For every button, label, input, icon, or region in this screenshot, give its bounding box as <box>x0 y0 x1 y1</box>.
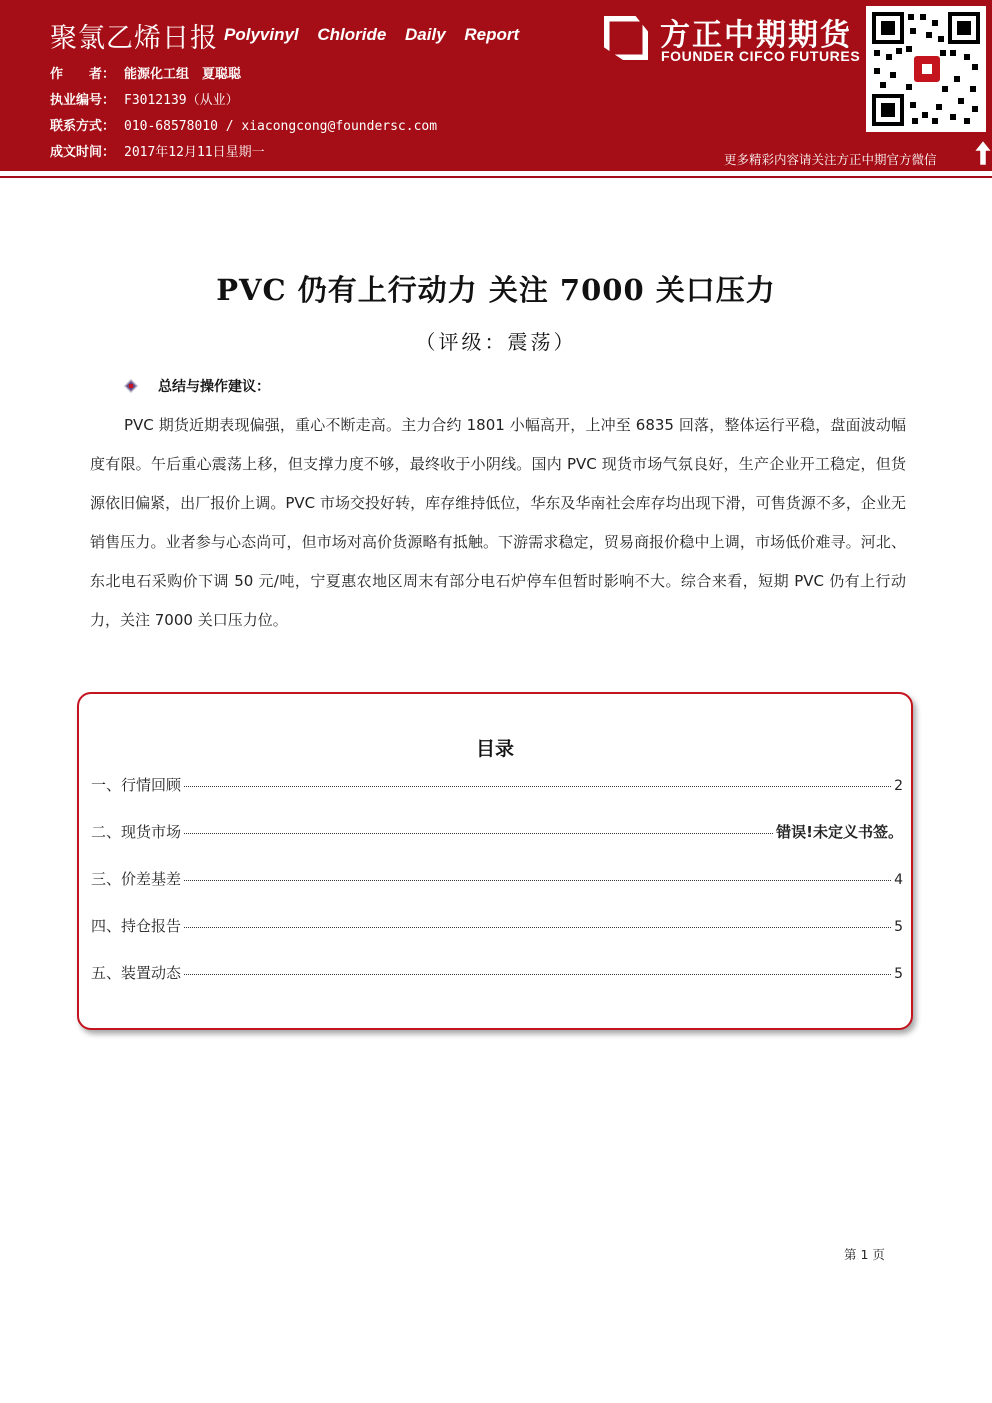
toc-item[interactable] <box>91 774 903 821</box>
toc-list <box>91 774 903 1009</box>
toc-item-label: 一、行情回顾 <box>91 776 182 794</box>
toc-panel <box>77 692 913 1030</box>
summary-heading <box>124 376 270 396</box>
report-title-cn: 聚氯乙烯日报 <box>50 23 218 54</box>
toc-item[interactable] <box>91 821 903 868</box>
toc-title: 目录 <box>475 738 514 760</box>
toc-leader-dots <box>184 786 891 787</box>
toc-item-label: 三、价差基差 <box>91 870 182 888</box>
toc-item-label: 二、现货市场 <box>91 823 182 841</box>
summary-heading-label: 总结与操作建议： <box>158 379 270 395</box>
toc-item-page: 4 <box>894 872 903 888</box>
page-number: 第 1 页 <box>844 1247 885 1262</box>
up-arrow-icon <box>974 140 992 166</box>
toc-leader-dots <box>184 927 891 928</box>
document-title: PVC 仍有上行动力 关注 7000 关口压力 <box>216 273 776 307</box>
contact-value: 010-68578010 / xiacongcong@foundersc.com <box>124 119 438 134</box>
contact-row <box>50 115 437 134</box>
header-rule-thin <box>0 176 992 178</box>
toc-item[interactable] <box>91 962 903 1009</box>
author-row <box>50 63 241 82</box>
report-title-en: Polyvinyl Chloride Daily Report <box>224 25 520 44</box>
toc-item[interactable] <box>91 915 903 962</box>
contact-label: 联系方式： <box>50 119 116 134</box>
wechat-follow-note: 更多精彩内容请关注方正中期官方微信 <box>724 152 937 167</box>
brand-name-cn: 方正中期期货 <box>660 18 852 53</box>
header-rule <box>0 168 992 171</box>
toc-item-page: 2 <box>894 778 903 794</box>
toc-item-page: 错误!未定义书签。 <box>776 823 903 841</box>
toc-item-page: 5 <box>894 919 903 935</box>
wechat-qr-code <box>866 6 986 132</box>
toc-item[interactable] <box>91 868 903 915</box>
toc-item-label: 四、持仓报告 <box>91 917 182 935</box>
toc-leader-dots <box>184 974 891 975</box>
report-header <box>0 0 992 168</box>
date-value: 2017年12月11日星期一 <box>124 145 265 160</box>
license-row <box>50 89 239 108</box>
founder-logo-icon <box>604 16 648 60</box>
license-value: F3012139（从业） <box>124 93 239 108</box>
diamond-bullet-icon <box>124 379 138 393</box>
brand-name-en: FOUNDER CIFCO FUTURES <box>661 48 861 64</box>
summary-paragraph: PVC 期货近期表现偏强，重心不断走高。主力合约 1801 小幅高开，上冲至 6835 回落，整体运行平稳，盘面波动幅度有限。午后重心震荡上移，但支撑力度不够，最终收于小阴线。国内 PVC 现货市场气氛良好，生产企业开工稳定，但货源依旧偏紧，出厂报价上调。PVC 市场交投好转，库存维持低位，华东及华南社会库存均出现下滑，可售货源不多，企业无销售压力。业者参与心态尚可，但市场对高价货源略有抵触。下游需求稳定，贸易商报价稳中上调，市场低价难寻。河北、东北电石采购价下调 50 元/吨，宁夏惠农地区周末有部分电石炉停车但暂时影响不大。综合来看，短期 PVC 仍有上行动力，关注 7000 关口压力位。 <box>90 416 906 629</box>
author-value: 能源化工组 夏聪聪 <box>124 67 242 82</box>
author-label: 作 者： <box>50 67 116 82</box>
toc-leader-dots <box>184 880 891 881</box>
document-rating: （评级：震荡） <box>415 330 577 354</box>
toc-item-page: 5 <box>894 966 903 982</box>
date-label: 成文时间： <box>50 145 116 160</box>
toc-item-label: 五、装置动态 <box>91 964 182 982</box>
date-row <box>50 141 265 160</box>
license-label: 执业编号： <box>50 93 116 108</box>
toc-leader-dots <box>184 833 773 834</box>
